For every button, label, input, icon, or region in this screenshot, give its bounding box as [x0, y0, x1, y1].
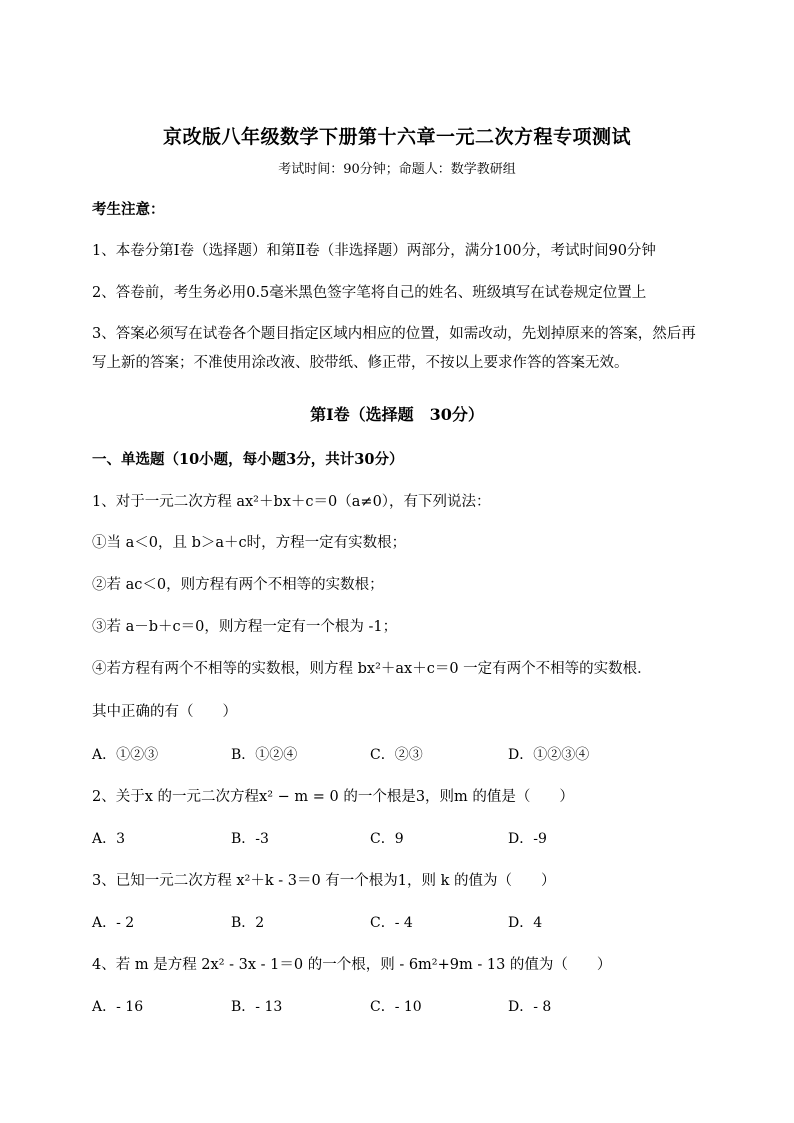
section-title: 第I卷（选择题 30分）	[310, 405, 484, 424]
question-3-choice-d: D．4	[508, 915, 543, 931]
question-4-choice-b: B．- 13	[231, 999, 283, 1015]
question-1-statement-3: ③若 a－b＋c＝0，则方程一定有一个根为 -1；	[92, 619, 398, 635]
question-1-choice-c: C．②③	[370, 747, 423, 763]
question-2-choice-d: D．-9	[508, 831, 547, 847]
question-2-stem: 2、关于x 的一元二次方程x² − m = 0 的一个根是3，则m 的值是（ ）	[92, 789, 574, 805]
notice-item-2: 2、答卷前，考生务必用0.5毫米黑色签字笔将自己的姓名、班级填写在试卷规定位置上	[92, 285, 647, 301]
question-1-choice-b: B．①②④	[231, 747, 298, 763]
question-4-choice-a: A．- 16	[92, 999, 144, 1015]
question-4-choice-c: C．- 10	[370, 999, 422, 1015]
question-3-choice-a: A．- 2	[92, 915, 135, 931]
question-1-statement-4: ④若方程有两个不相等的实数根，则方程 bx²＋ax＋c＝0 一定有两个不相等的实数根．	[92, 661, 652, 677]
question-1-choice-a: A．①②③	[92, 747, 159, 763]
part-heading: 一、单选题（10小题，每小题3分，共计30分）	[92, 451, 404, 468]
notice-item-3: 3、答案必须写在试卷各个题目指定区域内相应的位置，如需改动，先划掉原来的答案，然后再写上新的答案；不准使用涂改液、胶带纸、修正带，不按以上要求作答的答案无效。	[92, 326, 696, 371]
notice-item-1: 1、本卷分第I卷（选择题）和第Ⅱ卷（非选择题）两部分，满分100分，考试时间90分钟	[92, 243, 656, 259]
question-1-statement-2: ②若 ac＜0，则方程有两个不相等的实数根；	[92, 577, 384, 593]
question-1-prompt: 其中正确的有（ ）	[92, 704, 237, 720]
question-1-choice-d: D．①②③④	[508, 747, 590, 763]
exam-title: 京改版八年级数学下册第十六章一元二次方程专项测试	[162, 126, 631, 148]
question-2-choice-c: C．9	[370, 831, 404, 847]
question-4-choice-d: D．- 8	[508, 999, 552, 1015]
question-3-choice-b: B．2	[231, 915, 265, 931]
question-1-statement-1: ①当 a＜0，且 b＞a＋c时，方程一定有实数根；	[92, 535, 407, 551]
question-3-choice-c: C．- 4	[370, 915, 413, 931]
question-2-choice-b: B．-3	[231, 831, 269, 847]
question-1-stem: 1、对于一元二次方程 ax²＋bx＋c＝0（a≠0），有下列说法：	[92, 494, 491, 510]
question-2-choice-a: A．3	[92, 831, 126, 847]
notice-heading: 考生注意：	[92, 201, 165, 218]
exam-subtitle: 考试时间：90分钟；命题人：数学教研组	[278, 162, 516, 177]
question-4-stem: 4、若 m 是方程 2x² - 3x - 1＝0 的一个根，则 - 6m²+9m - 13 的值为（ ）	[92, 957, 612, 973]
question-3-stem: 3、已知一元二次方程 x²＋k - 3＝0 有一个根为1，则 k 的值为（ ）	[92, 873, 556, 889]
